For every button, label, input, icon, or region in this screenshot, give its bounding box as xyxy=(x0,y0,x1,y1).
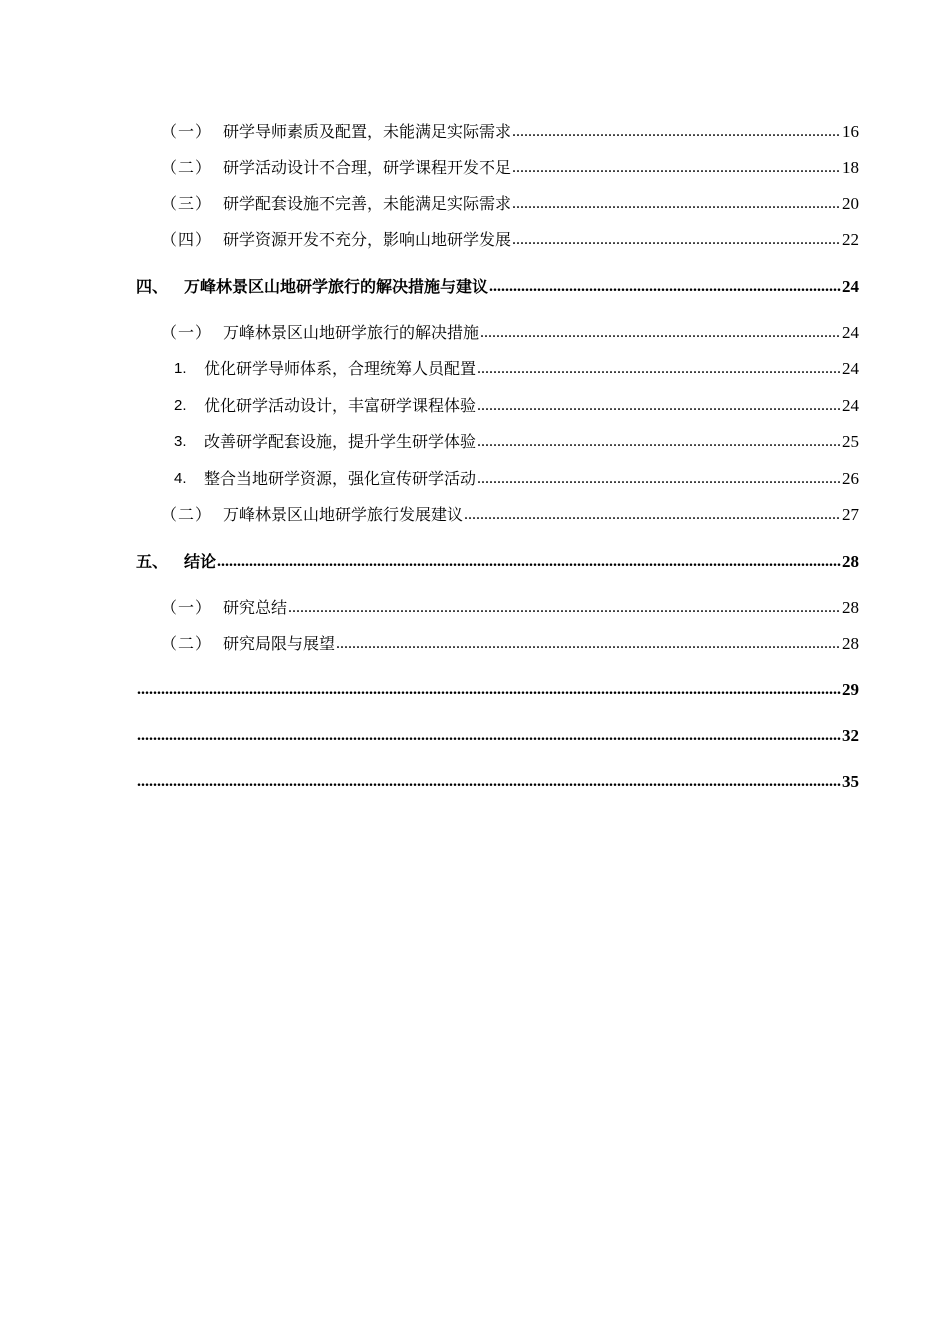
toc-dot-leader xyxy=(512,194,841,214)
toc-dot-leader xyxy=(512,158,841,178)
toc-entry-page: 35 xyxy=(842,772,859,791)
toc-entry-number: 2. xyxy=(174,397,187,414)
toc-chapter-entry[interactable] xyxy=(136,722,859,746)
toc-entry[interactable] xyxy=(136,594,859,618)
toc-entry-page: 22 xyxy=(842,230,859,249)
toc-entry-page: 26 xyxy=(842,469,859,488)
toc-dot-leader xyxy=(137,726,841,746)
toc-entry-page: 24 xyxy=(842,277,859,296)
toc-chapter-entry[interactable] xyxy=(136,273,859,297)
toc-entry-page: 27 xyxy=(842,505,859,524)
toc-entry-label: 万峰林景区山地研学旅行的解决措施与建议 xyxy=(184,277,489,296)
toc-entry-page: 24 xyxy=(842,359,859,378)
toc-dot-leader xyxy=(477,432,841,452)
toc-entry[interactable] xyxy=(136,118,859,142)
toc-entry-number: 3. xyxy=(174,433,187,450)
toc-dot-leader xyxy=(477,469,841,489)
toc-entry-label: 研学配套设施不完善，未能满足实际需求 xyxy=(223,194,512,213)
toc-entry-number: （二） xyxy=(161,505,213,524)
toc-entry-page: 25 xyxy=(842,432,859,451)
toc-entry[interactable] xyxy=(136,226,859,250)
toc-chapter-entry[interactable] xyxy=(136,768,859,792)
toc-entry[interactable] xyxy=(136,630,859,654)
toc-entry-label: 研究局限与展望 xyxy=(223,634,336,653)
toc-entry-label: 改善研学配套设施，提升学生研学体验 xyxy=(204,432,477,451)
toc-entry[interactable] xyxy=(136,190,859,214)
toc-entry-number: 4. xyxy=(174,470,187,487)
toc-entry-page: 28 xyxy=(842,634,859,653)
toc-entry-page: 20 xyxy=(842,194,859,213)
toc-entry-page: 16 xyxy=(842,122,859,141)
toc-dot-leader xyxy=(477,359,841,379)
toc-entry-label: 研学资源开发不充分，影响山地研学发展 xyxy=(223,230,512,249)
toc-dot-leader xyxy=(464,505,841,525)
toc-entry-number: （一） xyxy=(161,323,213,342)
toc-dot-leader xyxy=(512,122,841,142)
toc-entry-number: （一） xyxy=(161,122,213,141)
toc-dot-leader xyxy=(480,323,841,343)
toc-entry-label: 整合当地研学资源，强化宣传研学活动 xyxy=(204,469,477,488)
toc-entry[interactable] xyxy=(136,154,859,178)
toc-entry-number: （二） xyxy=(161,158,213,177)
toc-entry-label: 研学活动设计不合理，研学课程开发不足 xyxy=(223,158,512,177)
toc-dot-leader xyxy=(288,598,841,618)
toc-entry-label: 优化研学活动设计，丰富研学课程体验 xyxy=(204,396,477,415)
toc-dot-leader xyxy=(336,634,841,654)
toc-entry-page: 18 xyxy=(842,158,859,177)
toc-entry-label: 万峰林景区山地研学旅行的解决措施 xyxy=(223,323,480,342)
toc-dot-leader xyxy=(137,772,841,792)
toc-entry-page: 32 xyxy=(842,726,859,745)
toc-entry-page: 28 xyxy=(842,598,859,617)
toc-entry-page: 24 xyxy=(842,323,859,342)
toc-entry-page: 28 xyxy=(842,552,859,571)
toc-dot-leader xyxy=(512,230,841,250)
toc-subentry[interactable] xyxy=(136,392,859,416)
toc-entry-label: 结论 xyxy=(184,552,217,571)
toc-dot-leader xyxy=(217,552,841,572)
toc-entry-page: 24 xyxy=(842,396,859,415)
toc-subentry[interactable] xyxy=(136,428,859,452)
toc-dot-leader xyxy=(477,396,841,416)
toc-entry[interactable] xyxy=(136,501,859,525)
toc-entry-number: （一） xyxy=(161,598,213,617)
toc-entry-number: 四、 xyxy=(136,277,169,296)
toc-entry-page: 29 xyxy=(842,680,859,699)
toc-entry-label: 万峰林景区山地研学旅行发展建议 xyxy=(223,505,464,524)
toc-chapter-entry[interactable] xyxy=(136,548,859,572)
toc-entry-label: 研究总结 xyxy=(223,598,288,617)
toc-entry-number: （四） xyxy=(161,230,213,249)
toc-entry[interactable] xyxy=(136,319,859,343)
toc-entry-number: 1. xyxy=(174,360,187,377)
toc-subentry[interactable] xyxy=(136,465,859,489)
toc-dot-leader xyxy=(137,680,841,700)
toc-chapter-entry[interactable] xyxy=(136,676,859,700)
toc-entry-label: 优化研学导师体系，合理统筹人员配置 xyxy=(204,359,477,378)
toc-dot-leader xyxy=(489,277,841,297)
toc-entry-number: （三） xyxy=(161,194,213,213)
toc-subentry[interactable] xyxy=(136,355,859,379)
toc-entry-label: 研学导师素质及配置，未能满足实际需求 xyxy=(223,122,512,141)
toc-entry-number: 五、 xyxy=(136,552,169,571)
toc-entry-number: （二） xyxy=(161,634,213,653)
